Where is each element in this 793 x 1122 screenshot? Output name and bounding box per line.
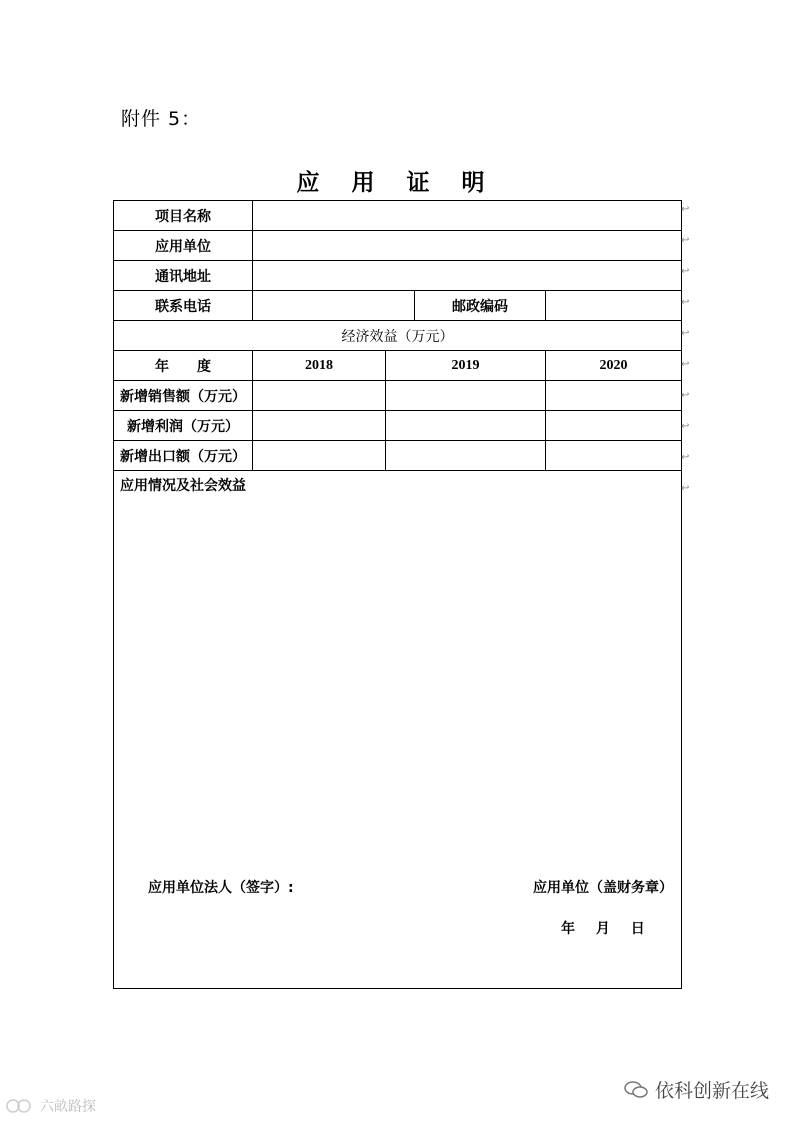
new-sales-2018-field[interactable] — [253, 381, 386, 411]
new-profit-2020-field[interactable] — [546, 411, 682, 441]
social-benefit-label: 应用情况及社会效益 — [120, 478, 246, 494]
row-label-new-sales: 新增销售额（万元） — [114, 381, 253, 411]
year-header-2018: 2018 — [253, 351, 386, 381]
postcode-label: 邮政编码 — [415, 291, 546, 321]
watermark-right-text: 依科创新在线 — [654, 1080, 769, 1102]
new-export-2018-field[interactable] — [253, 441, 386, 471]
social-benefit-cell[interactable] — [114, 471, 682, 989]
paragraph-mark-icon: ↩ — [681, 204, 690, 215]
applicant-unit-label: 应用单位 — [114, 231, 253, 261]
paragraph-mark-icon: ↩ — [681, 235, 690, 246]
page-title: 应 用 证 明 — [296, 170, 497, 196]
postcode-field[interactable] — [546, 291, 682, 321]
date-label: 年 月 日 — [561, 921, 647, 937]
new-profit-2018-field[interactable] — [253, 411, 386, 441]
paragraph-mark-icon: ↩ — [681, 266, 690, 277]
paragraph-mark-icon: ↩ — [681, 483, 690, 494]
wechat-watermark — [623, 1076, 769, 1103]
paragraph-mark-icon: ↩ — [681, 421, 690, 432]
attachment-label: 附件 5： — [121, 108, 202, 130]
legal-representative-signature-label: 应用单位法人（签字）: — [148, 880, 294, 896]
year-header-2020: 2020 — [546, 351, 682, 381]
new-sales-2019-field[interactable] — [386, 381, 546, 411]
new-sales-2020-field[interactable] — [546, 381, 682, 411]
paragraph-mark-icon: ↩ — [681, 390, 690, 401]
address-label: 通讯地址 — [114, 261, 253, 291]
row-label-new-profit: 新增利润（万元） — [114, 411, 253, 441]
year-label: 年 度 — [114, 351, 253, 381]
paragraph-mark-icon: ↩ — [681, 297, 690, 308]
address-field[interactable] — [253, 261, 682, 291]
paragraph-mark-icon: ↩ — [681, 452, 690, 463]
paragraph-mark-icon: ↩ — [681, 328, 690, 339]
economic-benefit-header: 经济效益（万元） — [114, 321, 682, 351]
phone-label: 联系电话 — [114, 291, 253, 321]
project-name-label: 项目名称 — [114, 201, 253, 231]
applicant-unit-field[interactable] — [253, 231, 682, 261]
application-proof-table — [113, 200, 682, 989]
year-header-2019: 2019 — [386, 351, 546, 381]
paragraph-mark-icon: ↩ — [681, 359, 690, 370]
new-export-2019-field[interactable] — [386, 441, 546, 471]
new-export-2020-field[interactable] — [546, 441, 682, 471]
corner-watermark — [6, 1096, 96, 1116]
watermark-logo-icon — [6, 1098, 36, 1114]
wechat-icon — [623, 1080, 649, 1100]
new-profit-2019-field[interactable] — [386, 411, 546, 441]
unit-seal-label: 应用单位（盖财务章） — [533, 880, 673, 896]
project-name-field[interactable] — [253, 201, 682, 231]
watermark-left-text: 六畝路探 — [40, 1099, 96, 1115]
row-label-new-export: 新增出口额（万元） — [114, 441, 253, 471]
phone-field[interactable] — [253, 291, 415, 321]
